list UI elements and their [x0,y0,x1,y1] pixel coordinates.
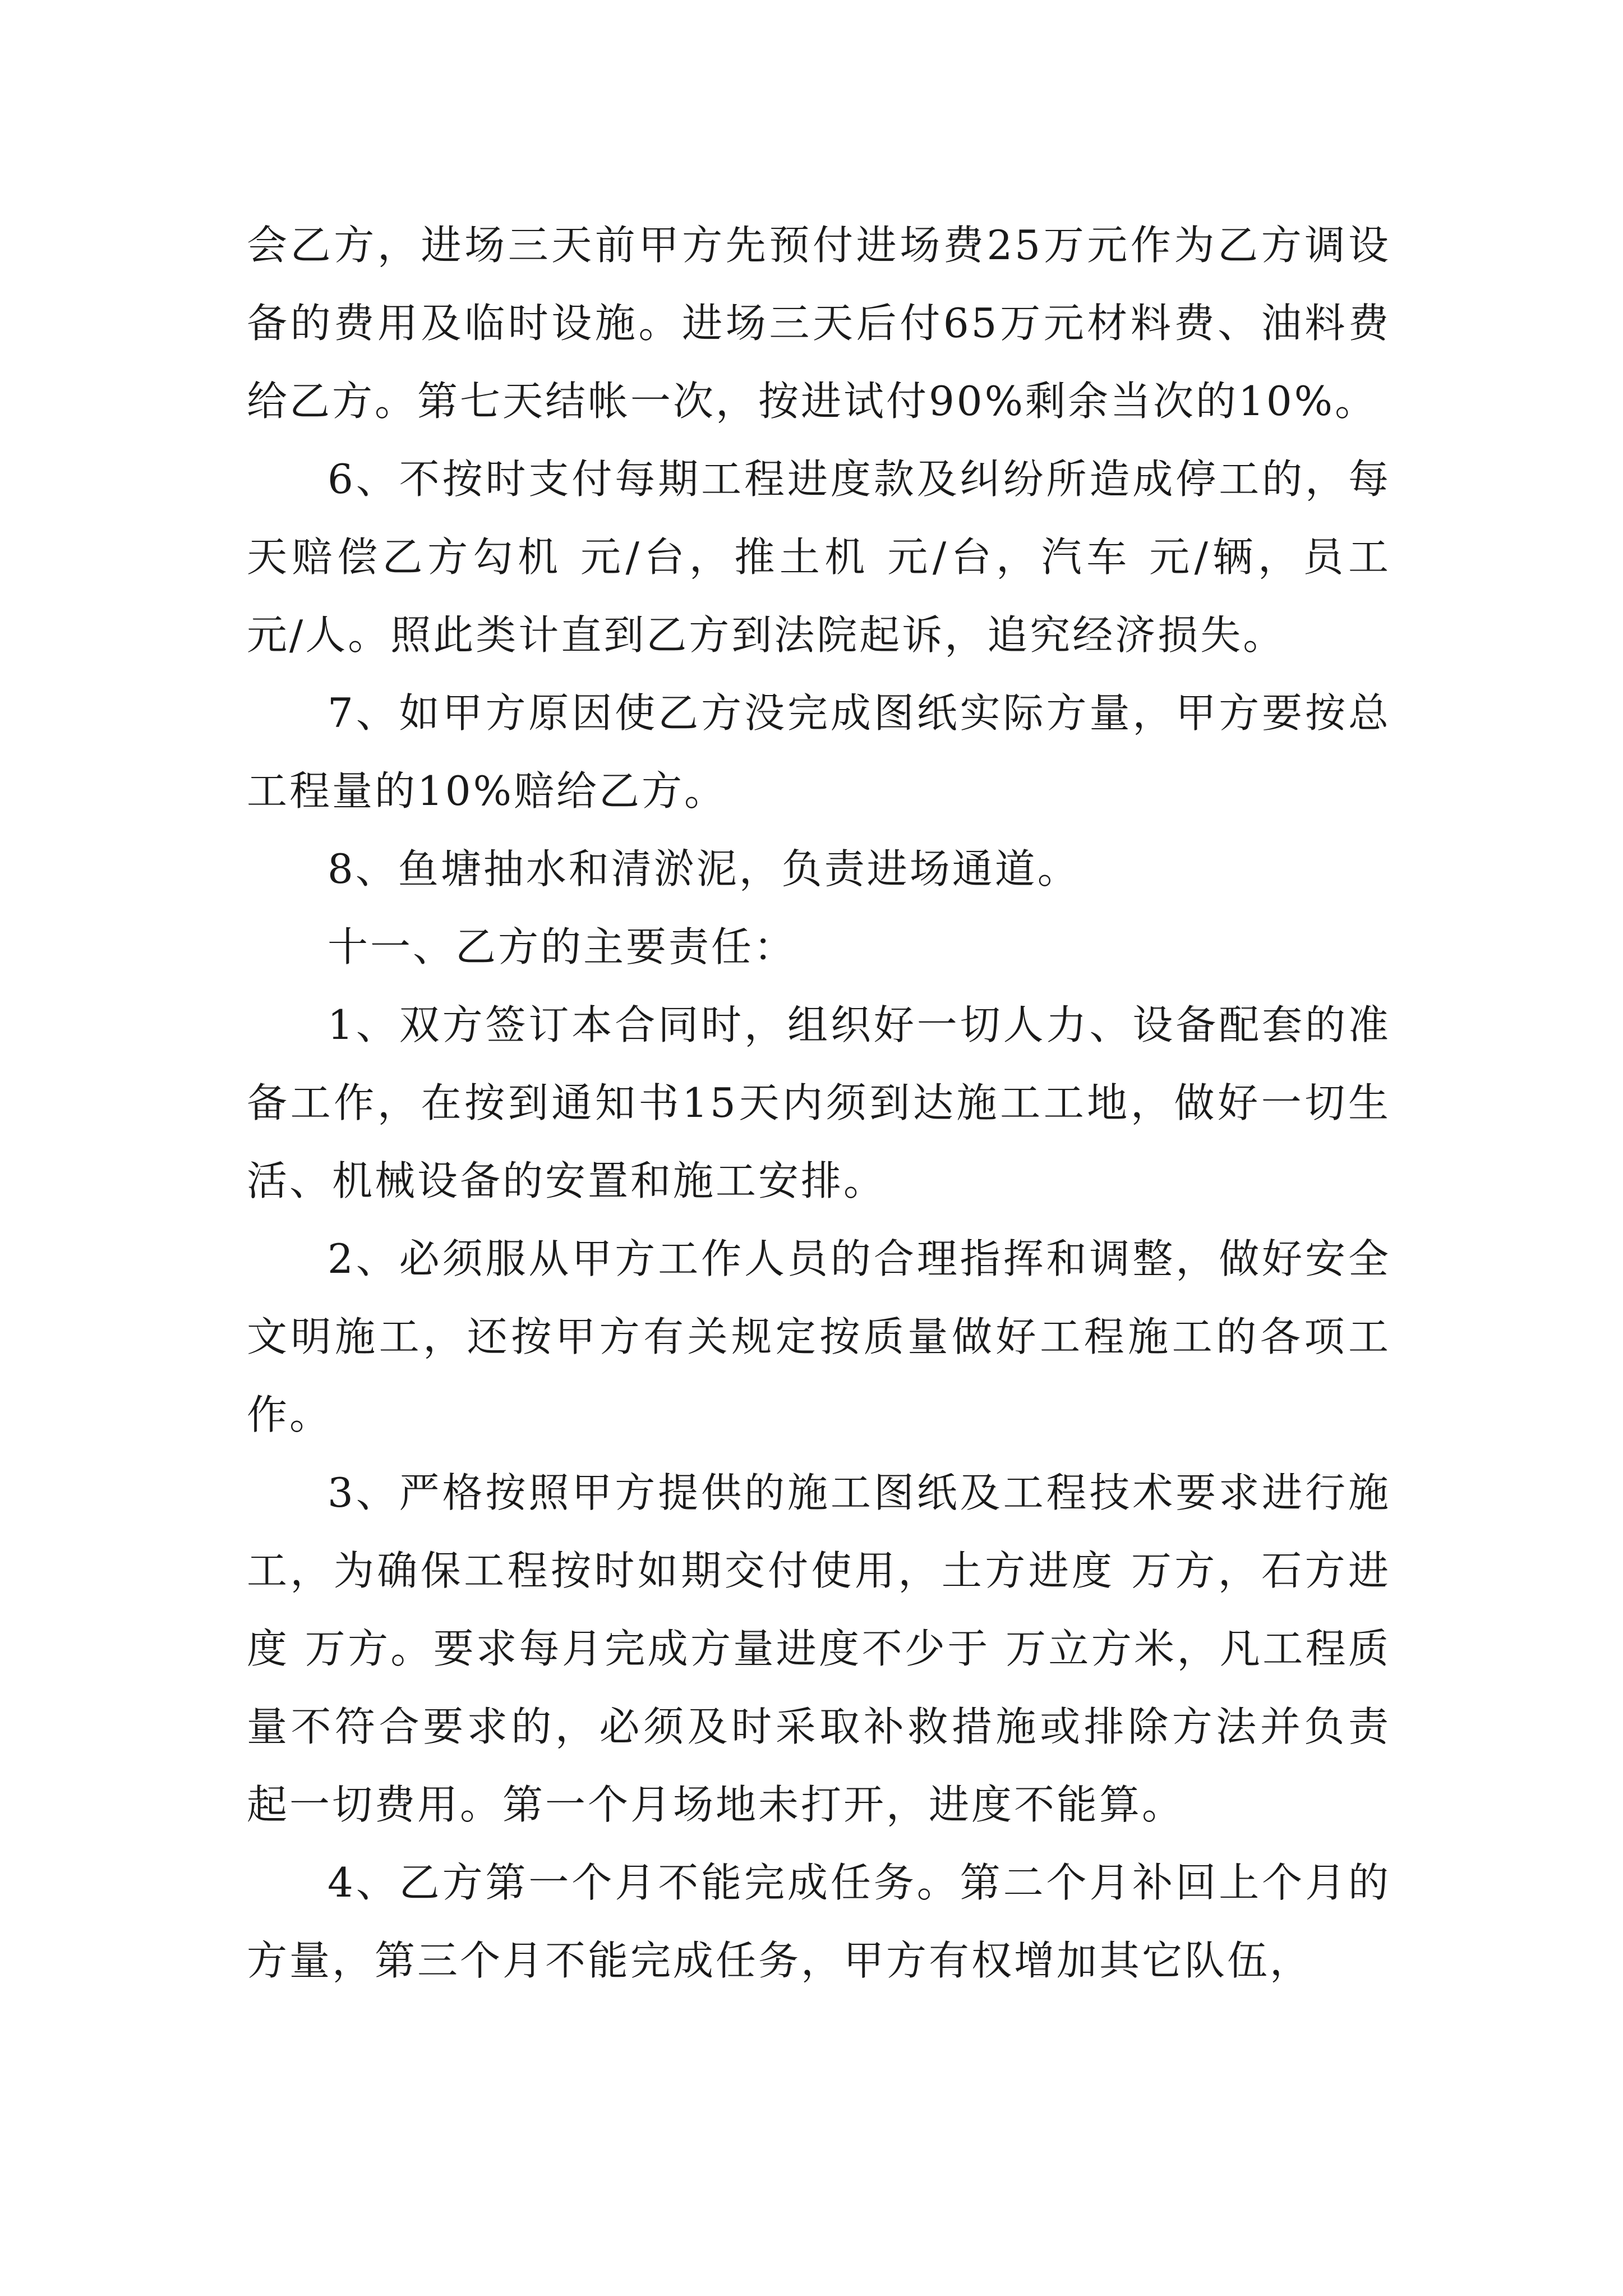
document-body [247,206,1391,2000]
paragraph-3: 7、如甲方原因使乙方没完成图纸实际方量，甲方要按总工程量的10%赔给乙方。 [247,689,1391,815]
section-heading: 十一、乙方的主要责任： [328,923,797,970]
paragraph-8: 3、严格按照甲方提供的施工图纸及工程技术要求进行施工，为确保工程按时如期交付使用，土方进度 万方，石方进度 万方。要求每月完成方量进度不少于 万立方米，凡工程质量不符合要求的，必须及时采取补救措施或排除方法并负责起一切费用。第一个月场地未打开，进度不能算。 [247,1469,1391,1828]
paragraph-9: 4、乙方第一个月不能完成任务。第二个月补回上个月的方量，第三个月不能完成任务，甲方有权增加其它队伍， [247,1859,1391,1984]
paragraph-1: 会乙方，进场三天前甲方先预付进场费25万元作为乙方调设备的费用及临时设施。进场三天后付65万元材料费、油料费给乙方。第七天结帐一次，按进试付90%剩余当次的10%。 [247,222,1391,425]
paragraph-6: 1、双方签订本合同时，组织好一切人力、设备配套的准备工作，在按到通知书15天内须到达施工工地，做好一切生活、机械设备的安置和施工安排。 [247,1001,1391,1204]
paragraph-2: 6、不按时支付每期工程进度款及纠纷所造成停工的，每天赔偿乙方勾机 元/台，推土机 元/台，汽车 元/辆，员工 元/人。照此类计直到乙方到法院起诉，追究经济损失。 [247,455,1391,659]
paragraph-7: 2、必须服从甲方工作人员的合理指挥和调整，做好安全文明施工，还按甲方有关规定按质量做好工程施工的各项工作。 [247,1235,1391,1438]
paragraph-4: 8、鱼塘抽水和清淤泥，负责进场通道。 [328,845,1080,892]
